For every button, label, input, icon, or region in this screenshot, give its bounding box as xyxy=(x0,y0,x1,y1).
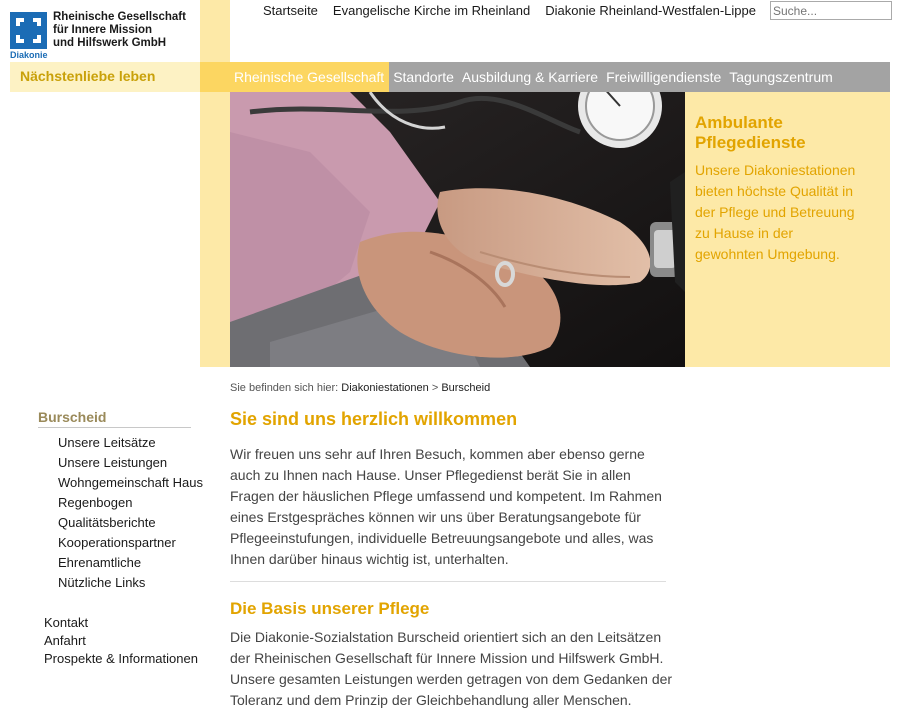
logo-cross-horizontal xyxy=(10,26,47,35)
content-paragraph-basis: Die Diakonie-Sozialstation Burscheid orientiert sich an den Leitsätzen der Rheinischen Gesellschaft für Innere Mission und Hilfswerk GmbH. Unsere gesamten Leistungen werden getragen von dem Gedanken der Toleranz und dem Prinzip der Gleichbehandlung aller Menschen. xyxy=(230,629,673,708)
hero-title: Ambulante Pflegedienste xyxy=(695,113,806,152)
sidebar-item-wohngemeinschaft[interactable]: Wohngemeinschaft Haus xyxy=(58,475,204,490)
breadcrumb-burscheid[interactable]: Burscheid xyxy=(441,382,491,394)
logo-line-1: Rheinische Gesellschaft xyxy=(53,11,186,23)
breadcrumb-diakoniestationen[interactable]: Diakoniestationen xyxy=(341,382,429,394)
sidebar-link-kontakt[interactable]: Kontakt xyxy=(44,615,89,630)
logo-line-3: und Hilfswerk GmbH xyxy=(53,37,167,49)
mainnav-rheinische-gesellschaft[interactable]: Rheinische Gesellschaft xyxy=(230,62,389,92)
mainnav-freiwilligendienste[interactable]: Freiwilligendienste xyxy=(606,69,722,85)
top-navigation xyxy=(263,3,756,18)
hero-text: Unsere Diakoniestationen bieten höchste Qualität in der Pflege und Betreuung zu Hause in der gewohnten Umgebung. xyxy=(695,162,856,262)
sidebar-link-anfahrt[interactable]: Anfahrt xyxy=(44,633,86,648)
hero-illustration xyxy=(230,92,685,367)
logo-text xyxy=(53,11,186,50)
sidebar-list xyxy=(58,433,203,593)
mainnav-standorte[interactable]: Standorte xyxy=(393,69,454,85)
sidebar-item-regenbogen[interactable]: Regenbogen xyxy=(58,495,133,510)
content-paragraph-welcome: Wir freuen uns sehr auf Ihren Besuch, kommen aber ebenso gerne auch zu Ihnen nach Hause. Unser Pflegedienst berät Sie in allen Fragen der häuslichen Pflege umfassend und kompetent. Im Rahmen eines Erstgespräches können wir uns über Beratungsangebote für Pflegeeinstufungen, individuelle Betreuungsangebote und alles, was Ihnen darüber hinaus wichtig ist, unterhalten. xyxy=(230,446,662,567)
hero-image xyxy=(230,92,685,367)
topnav-startseite[interactable]: Startseite xyxy=(263,3,318,18)
sidebar-item-ehrenamtliche[interactable]: Ehrenamtliche xyxy=(58,555,142,570)
diakonie-logo[interactable] xyxy=(10,10,190,58)
breadcrumb xyxy=(230,382,490,394)
decorative-column xyxy=(200,0,230,367)
topnav-ekir[interactable]: Evangelische Kirche im Rheinland xyxy=(332,3,531,18)
sidebar-links xyxy=(44,614,198,668)
content-divider xyxy=(230,581,666,582)
sidebar-item-qualitaetsberichte[interactable]: Qualitätsberichte xyxy=(58,515,156,530)
nav-accent-block xyxy=(200,62,230,92)
sidebar-item-nuetzliche-links[interactable]: Nützliche Links xyxy=(58,575,146,590)
sidebar-item-kooperationspartner[interactable]: Kooperationspartner xyxy=(58,535,176,550)
sidebar-link-prospekte[interactable]: Prospekte & Informationen xyxy=(44,651,198,666)
sidebar-heading[interactable]: Burscheid xyxy=(38,409,191,428)
mainnav-tagungszentrum[interactable]: Tagungszentrum xyxy=(729,69,833,85)
main-navigation xyxy=(230,62,890,92)
sidebar-item-leitsaetze[interactable]: Unsere Leitsätze xyxy=(58,435,156,450)
topnav-diakonie-rwl[interactable]: Diakonie Rheinland-Westfalen-Lippe xyxy=(545,3,756,18)
tagline: Nächstenliebe leben xyxy=(20,68,156,84)
content-heading-basis: Die Basis unserer Pflege xyxy=(230,599,430,618)
sidebar-item-leistungen[interactable]: Unsere Leistungen xyxy=(58,455,168,470)
mainnav-ausbildung-karriere[interactable]: Ausbildung & Karriere xyxy=(461,69,599,85)
logo-line-2: für Innere Mission xyxy=(53,24,153,36)
search-input[interactable] xyxy=(770,1,892,20)
breadcrumb-prefix: Sie befinden sich hier: xyxy=(230,382,339,394)
logo-word: Diakonie xyxy=(10,50,48,60)
content-heading-welcome: Sie sind uns herzlich willkommen xyxy=(230,409,518,429)
breadcrumb-separator: > xyxy=(431,382,439,394)
